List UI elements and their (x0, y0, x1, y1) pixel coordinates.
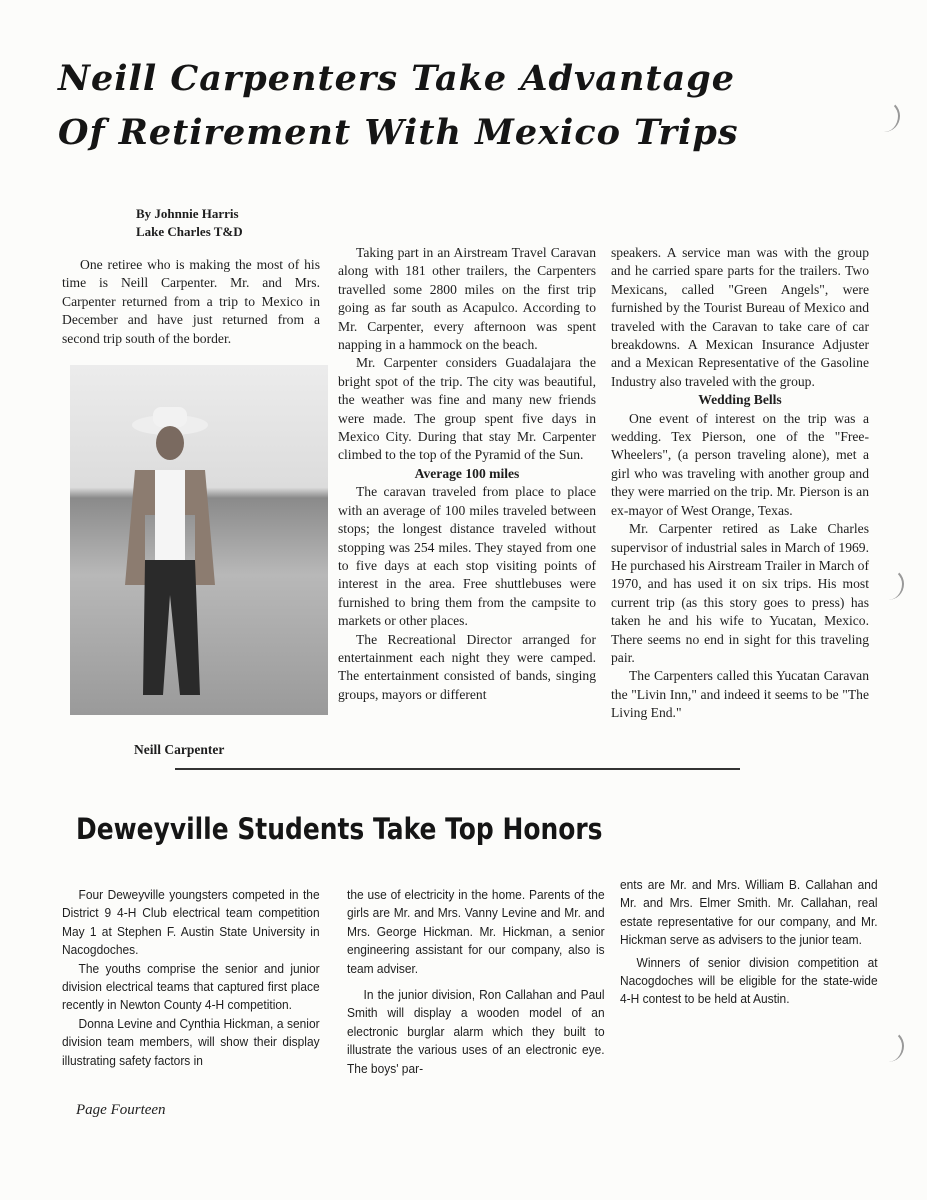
paragraph: The youths comprise the senior and junior division electrical teams that captured first place recently in Newton County 4-H competition. (62, 960, 320, 1013)
article1-column-3 (611, 244, 869, 723)
binder-hole-mark (884, 1030, 904, 1062)
section-divider (175, 768, 740, 770)
photo-caption: Neill Carpenter (134, 742, 225, 757)
byline (136, 205, 243, 241)
byline-author: By Johnnie Harris (136, 206, 239, 221)
article-headline-line-2: Of Retirement With Mexico Trips (58, 112, 739, 153)
article2-column-1 (62, 886, 320, 1070)
paragraph: ents are Mr. and Mrs. William B. Callahan and Mr. and Mrs. Elmer Smith. Mr. Callahan, real estate representative for our company, and Mr. Hickman serve as advisers to the junior team. (620, 877, 878, 948)
paragraph: speakers. A service man was with the group and he carried spare parts for the trailers. Two Mexicans, called "Green Angels", were furnished by the Tourist Bureau of Mexico and traveled with the Caravan to take care of car breakdowns. A Mexican Insurance Adjuster and a Mexican Representative of the Gasoline Industry also traveled with the group. (611, 245, 869, 389)
paragraph: Mr. Carpenter considers Guadalajara the bright spot of the trip. The city was beautiful, the weather was fine and many new friends were made. The group spent five days in Mexico City. During that stay Mr. Carpenter climbed to the top of the Pyramid of the Sun. (338, 355, 596, 463)
paragraph: One retiree who is making the most of his time is Neill Carpenter. Mr. and Mrs. Carpenter returned from a trip to Mexico in December and have just returned from a second trip south of the border. (62, 257, 320, 346)
man-in-cowboy-hat-figure (115, 395, 225, 705)
paragraph: Winners of senior division competition at Nacogdoches will be eligible for the state-wide 4-H contest to be held at Austin. (620, 954, 878, 1007)
article-headline-line-1: Neill Carpenters Take Advantage (58, 58, 736, 99)
paragraph: The caravan traveled from place to place with an average of 100 miles traveled between stops; the longest distance traveled without stopping was 254 miles. They stayed from one to five days at each stop visiting points of interest in the area. Free shuttlebuses were furnished to bring them from the campsite to markets or other places. (338, 484, 596, 629)
subheading-wedding-bells: Wedding Bells (698, 392, 782, 408)
paragraph: Four Deweyville youngsters competed in the District 9 4-H Club electrical team competition May 1 at Stephen F. Austin State University in Nacogdoches. (62, 887, 320, 958)
binder-hole-mark (880, 100, 900, 132)
paragraph: The Carpenters called this Yucatan Caravan the "Livin Inn," and indeed it seems to be "The Living End." (611, 668, 869, 721)
subheading-average-100-miles: Average 100 miles (414, 465, 520, 481)
article2-column-3 (620, 876, 878, 1009)
article1-column-1 (62, 256, 320, 348)
binder-hole-mark (884, 568, 904, 600)
paragraph: In the junior division, Ron Callahan and Paul Smith will display a wooden model of an electronic burglar alarm which they built to illustrate the various uses of an electronic eye. The boys' par- (347, 987, 605, 1076)
paragraph: One event of interest on the trip was a wedding. Tex Pierson, one of the "Free-Wheelers", (a person traveling alone), met a girl who was traveling with another group and they were married on the trip. Mr. Pierson is an ex-mayor of West Orange, Texas. (611, 410, 869, 518)
paragraph: the use of electricity in the home. Parents of the girls are Mr. and Mrs. Vanny Levine and Mr. and Mrs. George Hickman. Mr. Hickman, a senior engineering assistant for our company, also is team adviser. (347, 887, 605, 976)
byline-location: Lake Charles T&D (136, 224, 243, 239)
article2-column-2 (347, 886, 605, 1078)
paragraph: Taking part in an Airstream Travel Caravan along with 181 other trailers, the Carpenters travelled some 2800 miles on the first trip going as far south as Acapulco. According to Mr. Carpenter, every afternoon was spent napping in a hammock on the beach. (338, 245, 596, 353)
paragraph: Donna Levine and Cynthia Hickman, a senior division team members, will show their display illustrating safety factors in (62, 1015, 320, 1068)
page-number: Page Fourteen (76, 1102, 166, 1118)
paragraph: The Recreational Director arranged for entertainment each night they were camped. The entertainment consisted of bands, singing groups, mayors or different (338, 631, 596, 702)
article1-column-2 (338, 244, 596, 704)
article2-headline: Deweyville Students Take Top Honors (76, 812, 603, 846)
paragraph: Mr. Carpenter retired as Lake Charles supervisor of industrial sales in March of 1969. He purchased his Airstream Trailer in March of 1970, and has used it on six trips. His most current trip (as this story goes to press) has taken he and his wife to Yucatan, Mexico. There seems no end in sight for this traveling pair. (611, 521, 869, 665)
photo-neill-carpenter (70, 365, 328, 715)
